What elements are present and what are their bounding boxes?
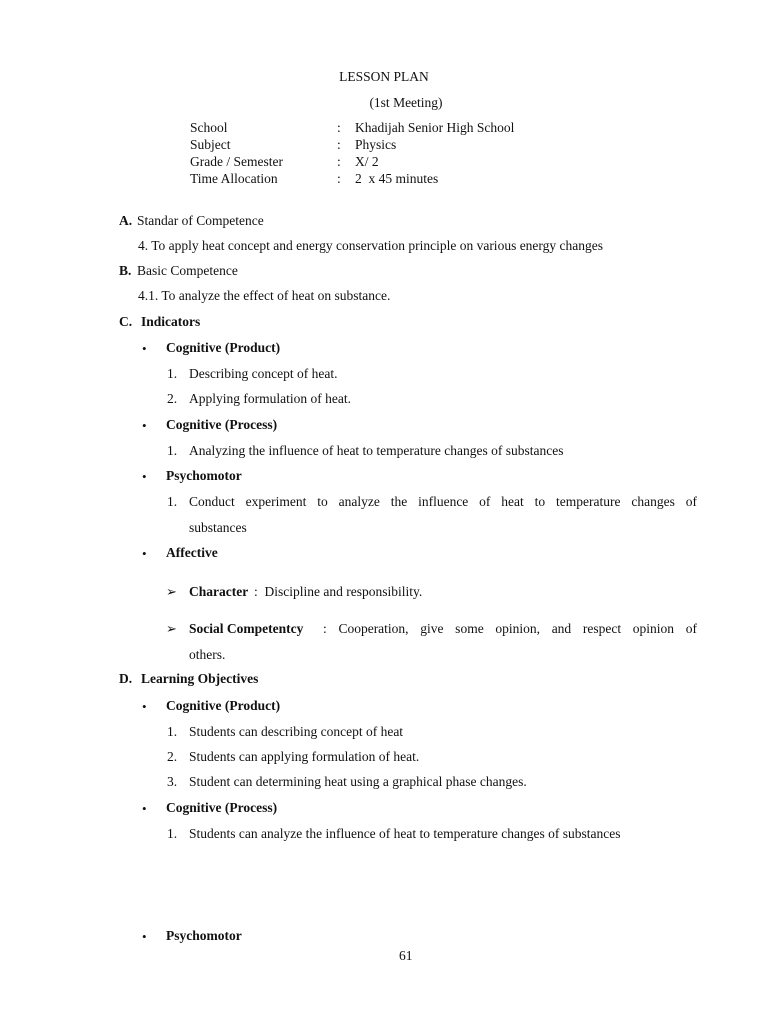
- info-value-subject: Physics: [355, 137, 397, 152]
- arrow-bullet-icon: ➢: [166, 584, 177, 599]
- info-sep-school: :: [337, 120, 341, 135]
- bullet-icon: •: [142, 929, 147, 944]
- c-cog-product-item-2: Applying formulation of heat.: [189, 391, 351, 406]
- character-label: Character: [189, 584, 249, 599]
- info-label-school: School: [190, 120, 228, 135]
- section-b-title: Basic Competence: [137, 263, 238, 278]
- section-c-letter: C.: [119, 314, 133, 329]
- c-affective-title: Affective: [166, 545, 218, 560]
- section-c-title: Indicators: [141, 314, 201, 329]
- d-cog-product-item-1: Students can describing concept of heat: [189, 724, 404, 739]
- c-cog-process-num-1: 1.: [167, 443, 178, 458]
- section-a-letter: A.: [119, 213, 133, 228]
- social-competency-line2: others.: [189, 647, 226, 662]
- c-psychomotor-title: Psychomotor: [166, 468, 242, 483]
- d-cog-product-num-1: 1.: [167, 724, 178, 739]
- section-d-letter: D.: [119, 671, 133, 686]
- d-cog-product-item-2: Students can applying formulation of heat.: [189, 749, 420, 764]
- c-cog-process-item-1: Analyzing the influence of heat to temperature changes of substances: [189, 443, 564, 458]
- d-cog-product-item-3: Student can determining heat using a graphical phase changes.: [189, 774, 527, 789]
- bullet-icon: •: [142, 469, 147, 484]
- section-b-letter: B.: [119, 263, 132, 278]
- d-cog-product-num-3: 3.: [167, 774, 178, 789]
- social-competency-line1: : Cooperation, give some opinion, and respect opinion of: [323, 621, 697, 636]
- bullet-icon: •: [142, 546, 147, 561]
- bullet-icon: •: [142, 341, 147, 356]
- section-a-title: Standar of Competence: [137, 213, 264, 228]
- bullet-icon: •: [142, 418, 147, 433]
- social-competency-label: Social Competentcy: [189, 621, 304, 636]
- info-value-grade: X/ 2: [355, 154, 379, 169]
- section-a-item: 4. To apply heat concept and energy conservation principle on various energy changes: [138, 238, 604, 253]
- info-value-school: Khadijah Senior High School: [355, 120, 515, 135]
- section-b-item: 4.1. To analyze the effect of heat on substance.: [138, 288, 391, 303]
- section-d-title: Learning Objectives: [141, 671, 259, 686]
- page-number: 61: [399, 948, 413, 963]
- info-sep-grade: :: [337, 154, 341, 169]
- d-psychomotor-title: Psychomotor: [166, 928, 242, 943]
- d-cog-process-num-1: 1.: [167, 826, 178, 841]
- c-cog-product-num-1: 1.: [167, 366, 178, 381]
- c-cog-product-num-2: 2.: [167, 391, 178, 406]
- info-label-grade: Grade / Semester: [190, 154, 283, 169]
- info-label-time: Time Allocation: [190, 171, 278, 186]
- character-text: : Discipline and responsibility.: [254, 584, 423, 599]
- d-cog-process-item-1: Students can analyze the influence of heat to temperature changes of substances: [189, 826, 621, 841]
- info-sep-time: :: [337, 171, 341, 186]
- c-cog-product-title: Cognitive (Product): [166, 340, 281, 355]
- c-psychomotor-item-1-line1: Conduct experiment to analyze the influence of heat to temperature changes of: [189, 494, 697, 509]
- c-psychomotor-num-1: 1.: [167, 494, 178, 509]
- page-title: LESSON PLAN: [339, 69, 429, 84]
- d-cog-product-title: Cognitive (Product): [166, 698, 281, 713]
- bullet-icon: •: [142, 699, 147, 714]
- info-value-time: 2 x 45 minutes: [355, 171, 439, 186]
- info-sep-subject: :: [337, 137, 341, 152]
- c-psychomotor-item-1-line2: substances: [189, 520, 247, 535]
- d-cog-process-title: Cognitive (Process): [166, 800, 278, 815]
- c-cog-product-item-1: Describing concept of heat.: [189, 366, 338, 381]
- info-label-subject: Subject: [190, 137, 231, 152]
- arrow-bullet-icon: ➢: [166, 621, 177, 636]
- d-cog-product-num-2: 2.: [167, 749, 178, 764]
- c-cog-process-title: Cognitive (Process): [166, 417, 278, 432]
- page-subtitle: (1st Meeting): [369, 95, 443, 110]
- bullet-icon: •: [142, 801, 147, 816]
